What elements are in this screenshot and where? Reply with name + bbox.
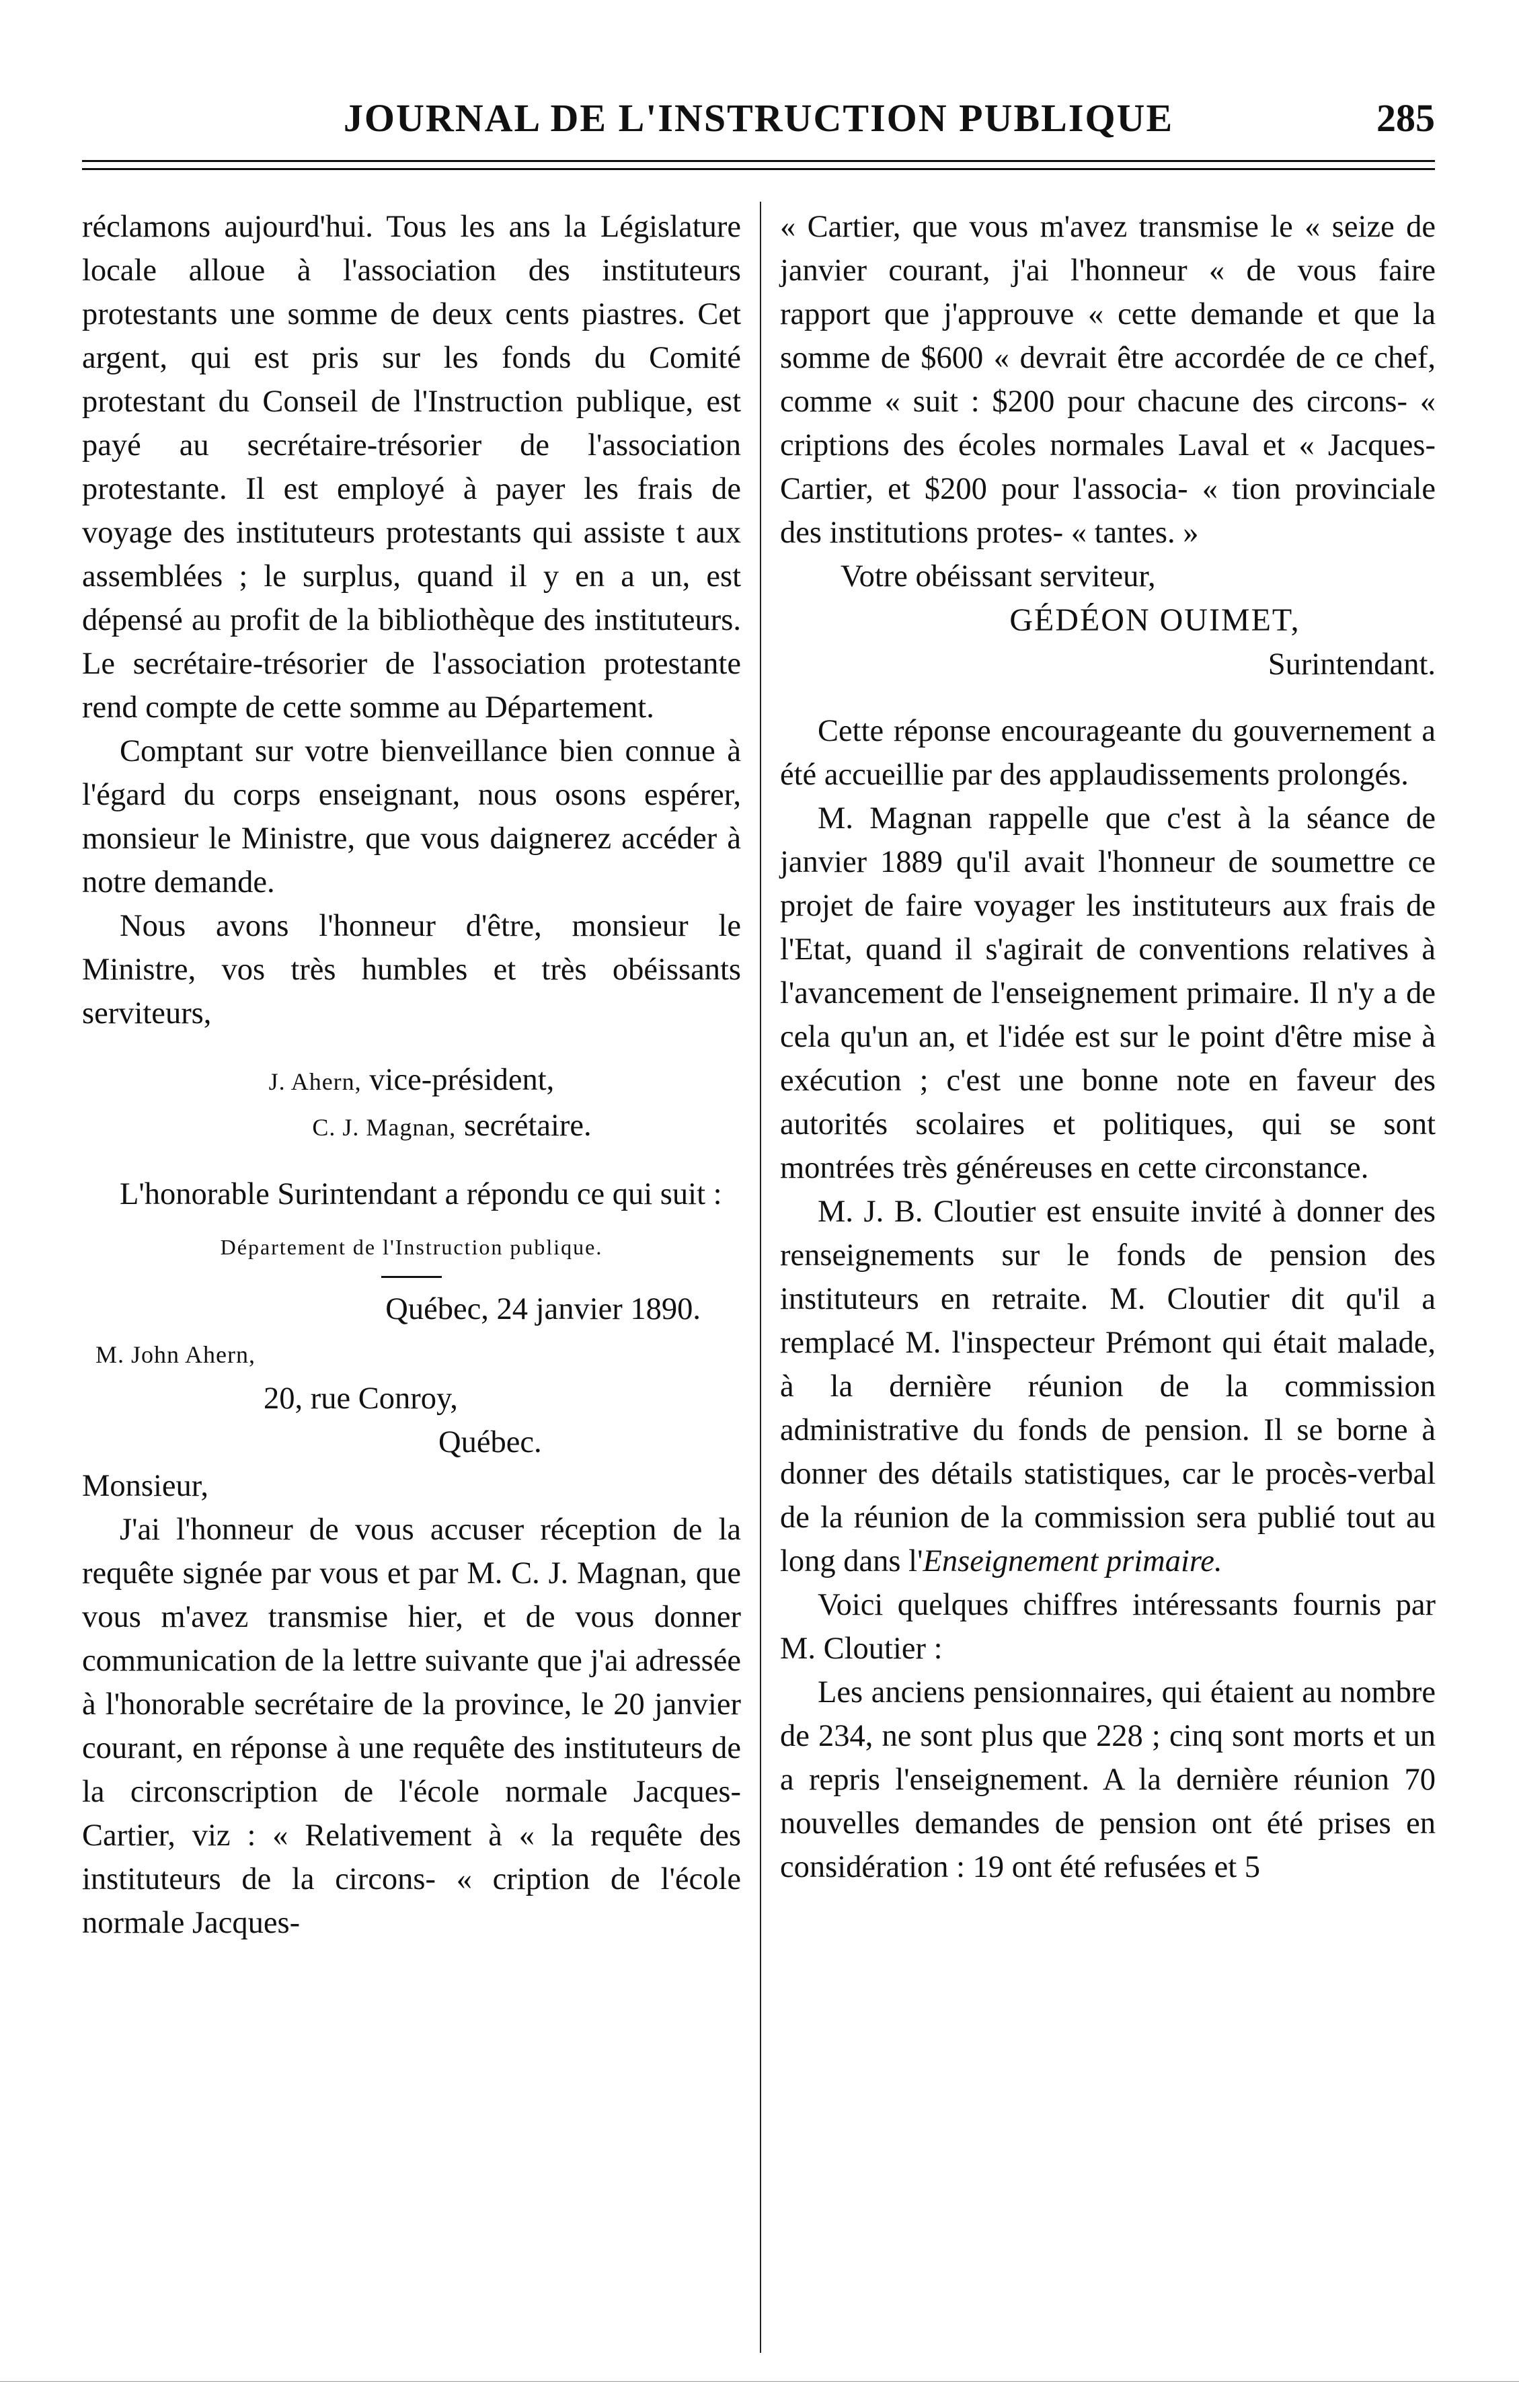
salutation: Monsieur, — [82, 1469, 208, 1503]
left-column — [82, 205, 741, 1945]
signer-title: Surintendant. — [1268, 647, 1436, 682]
addressee-name: M. John Ahern, — [95, 1341, 256, 1368]
paragraph: Voici quelques chiffres intéressants fournis par M. Cloutier : — [780, 1588, 1436, 1666]
signer-title: vice-président, — [369, 1063, 555, 1097]
header-rule-top — [82, 160, 1435, 162]
signature-line — [82, 1104, 741, 1150]
page-number: 285 — [1376, 96, 1435, 140]
paragraph: Comptant sur votre bienveillance bien connue à l'égard du corps enseignant, nous osons espérer, monsieur le Ministre, que vous daignerez accéder à notre demande. — [82, 734, 741, 899]
paragraph: Les anciens pensionnaires, qui étaient au nombre de 234, ne sont plus que 228 ; cinq sont morts et un a repris l'enseignement. A la dernière réunion 70 nouvelles demandes de pension ont été prises en considération : 19 ont été refusées et 5 — [780, 1675, 1436, 1884]
closing: Votre obéissant serviteur, — [841, 559, 1156, 594]
paragraph: L'honorable Surintendant a répondu ce qui suit : — [120, 1177, 722, 1211]
addressee — [82, 1331, 741, 1377]
address-city: Québec. — [438, 1425, 542, 1459]
address-street: 20, rue Conroy, — [264, 1381, 458, 1416]
paragraph: M. J. B. Cloutier est ensuite invité à donner des renseignements sur le fonds de pension des instituteurs en retraite. M. Cloutier dit qu'il a remplacé M. l'inspecteur Prémont qui était malade, à la dernière réunion de la commission administrative du fonds de pension. Il se borne à donner des détails statistiques, car le procès-verbal de la réunion de la commission sera publié tout au long dans l'Enseignement primaire. — [780, 1195, 1436, 1578]
column-divider — [760, 202, 761, 2353]
paragraph: « Cartier, que vous m'avez transmise le « seize de janvier courant, j'ai l'honneur « de vous faire rapport que j'approuve « cette demande et que la somme de $600 « devrait être accordée de ce chef, comme « suit : $200 pour chacune des circons- « criptions des écoles normales Laval et « Jacques-Cartier, et $200 pour l'associa- « tion provinciale des institutions protes- « tantes. » — [780, 210, 1436, 550]
dateline: Québec, 24 janvier 1890. — [385, 1292, 701, 1326]
paragraph: Nous avons l'honneur d'être, monsieur le Ministre, vos très humbles et très obéissants serviteurs, — [82, 909, 741, 1031]
running-title: JOURNAL DE L'INSTRUCTION PUBLIQUE — [343, 96, 1174, 140]
italic-title: Enseignement primaire. — [923, 1544, 1222, 1578]
signature-line — [82, 1058, 741, 1104]
page-bottom-edge — [0, 2381, 1519, 2382]
page-header — [82, 81, 1435, 161]
department-heading: Département de l'Instruction publique. — [220, 1235, 603, 1259]
paragraph: J'ai l'honneur de vous accuser réception de la requête signée par vous et par M. C. J. Magnan, que vous m'avez transmise hier, et de vous donner communication de la lettre suivante que j'ai adressée à l'honorable secrétaire de la province, le 20 janvier courant, en réponse à une requête des instituteurs de la circonscription de l'école normale Jacques-Cartier, viz : « Relativement à « la requête des instituteurs de la circons- « cription de l'école normale Jacques- — [82, 1513, 741, 1940]
paragraph: réclamons aujourd'hui. Tous les ans la Législature locale alloue à l'association des instituteurs protestants une somme de deux cents piastres. Cet argent, qui est pris sur les fonds du Comité protestant du Conseil de l'Instruction publique, est payé au secrétaire-trésorier de l'association protestante. Il est employé à payer les frais de voyage des instituteurs protestants qui assiste t aux assemblées ; le surplus, quand il y en a un, est dépensé au profit de la bibliothèque des instituteurs. Le secrétaire-trésorier de l'association protestante rend compte de cette somme au Département. — [82, 210, 741, 725]
signer-name: C. J. Magnan, — [312, 1114, 457, 1141]
header-rule-bottom — [82, 168, 1435, 170]
signer-name: GÉDÉON OUIMET, — [1009, 602, 1300, 638]
paragraph: M. Magnan rappelle que c'est à la séance de janvier 1889 qu'il avait l'honneur de soumettre ce projet de faire voyager les instituteurs aux frais de l'Etat, quand il s'agirait de conventions relatives à l'avancement de l'enseignement primaire. Il n'y a de cela qu'un an, et l'idée est sur le point d'être mise à exécution ; c'est une bonne note en faveur des autorités scolaires et politiques, qui se sont montrées très généreuses en cette circonstance. — [780, 801, 1436, 1185]
paragraph: Cette réponse encourageante du gouvernement a été accueillie par des applaudissements prolongés. — [780, 714, 1436, 792]
signer-name: J. Ahern, — [268, 1068, 362, 1095]
separator-rule — [381, 1276, 442, 1278]
right-column — [780, 205, 1436, 1889]
signer-title: secrétaire. — [463, 1109, 592, 1143]
